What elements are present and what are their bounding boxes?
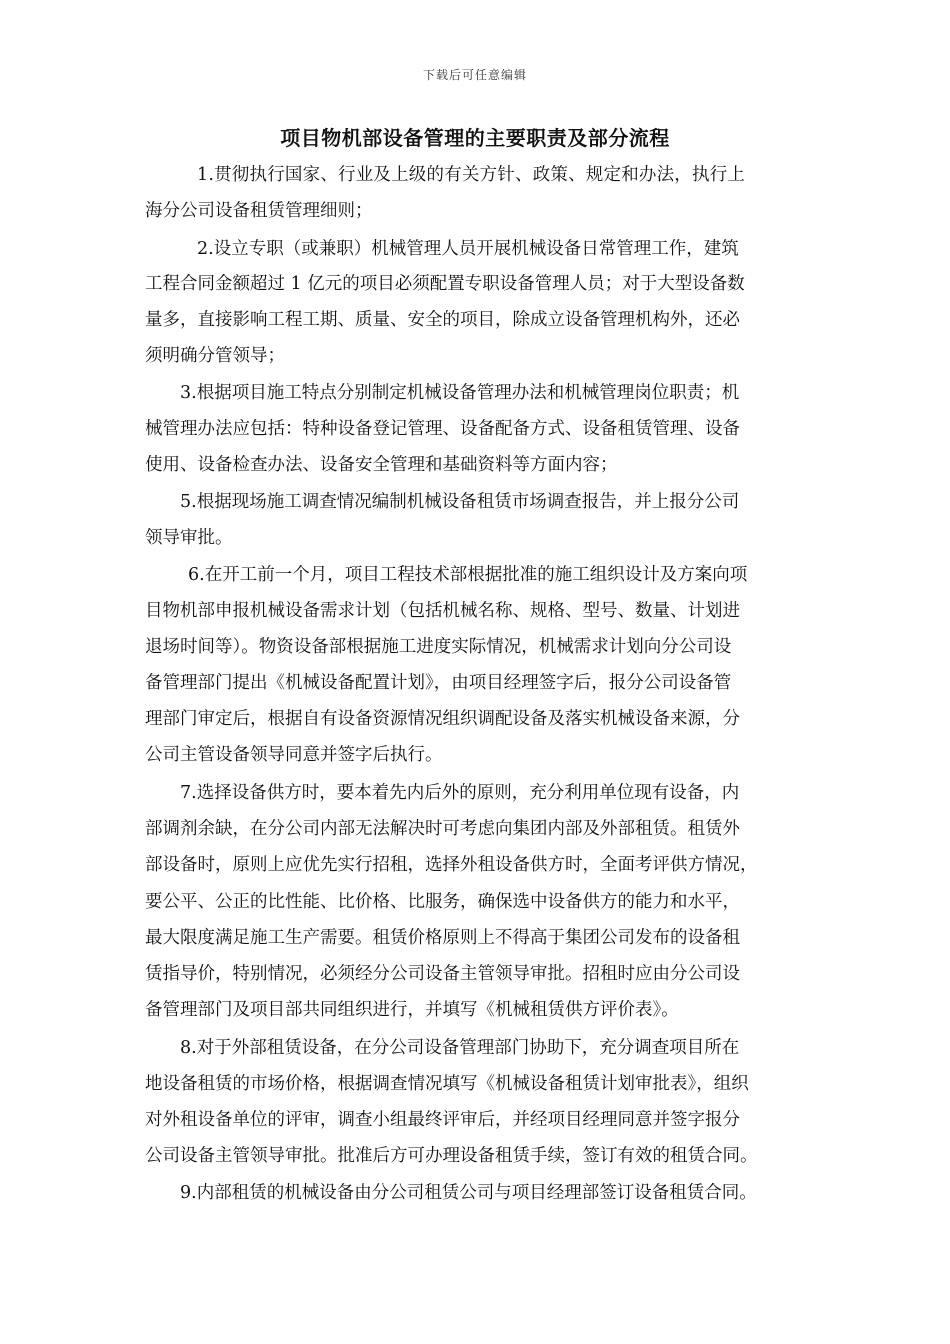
paragraph-line: 海分公司设备租赁管理细则； xyxy=(145,201,373,221)
paragraph-line: 1.贯彻执行国家、行业及上级的有关方针、政策、规定和办法，执行上 xyxy=(197,165,746,185)
paragraph-line: 备管理部门及项目部共同组织进行，并填写《机械租赁供方评价表》。 xyxy=(145,1000,679,1020)
paragraph-line: 3.根据项目施工特点分别制定机械设备管理办法和机械管理岗位职责；机 xyxy=(180,383,740,403)
paragraph-line: 须明确分管领导； xyxy=(145,346,285,366)
paragraph-line: 2.设立专职（或兼职）机械管理人员开展机械设备日常管理工作，建筑 xyxy=(197,239,739,259)
paragraph-line: 械管理办法应包括：特种设备登记管理、设备配备方式、设备租赁管理、设备 xyxy=(145,419,740,439)
paragraph-line: 8.对于外部租赁设备，在分公司设备管理部门协助下，充分调查项目所在 xyxy=(180,1038,740,1058)
paragraph-line: 量多，直接影响工程工期、质量、安全的项目，除成立设备管理机构外，还必 xyxy=(145,310,740,330)
document-title: 项目物机部设备管理的主要职责及部分流程 xyxy=(280,126,670,150)
paragraph-line: 理部门审定后，根据自有设备资源情况组织调配设备及落实机械设备来源，分 xyxy=(145,709,740,729)
paragraph-line: 退场时间等）。物资设备部根据施工进度实际情况，机械需求计划向分公司设 xyxy=(145,637,732,657)
paragraph-line: 公司设备主管领导审批。批准后方可办理设备租赁手续，签订有效的租赁合同。 xyxy=(145,1146,758,1166)
paragraph-line: 工程合同金额超过 1 亿元的项目必须配置专职设备管理人员；对于大型设备数 xyxy=(145,274,745,294)
paragraph-line: 赁指导价，特别情况，必须经分公司设备主管领导审批。招租时应由分公司设 xyxy=(145,964,740,984)
paragraph-line: 9.内部租赁的机械设备由分公司租赁公司与项目经理部签订设备租赁合同。 xyxy=(180,1183,757,1203)
paragraph-line: 目物机部申报机械设备需求计划（包括机械名称、规格、型号、数量、计划进 xyxy=(145,601,740,621)
paragraph-line: 公司主管设备领导同意并签字后执行。 xyxy=(145,745,443,765)
paragraph-line: 部设备时，原则上应优先实行招租，选择外租设备供方时，全面考评供方情况， xyxy=(145,855,758,875)
paragraph-line: 6.在开工前一个月，项目工程技术部根据批准的施工组织设计及方案向项 xyxy=(188,565,748,585)
paragraph-line: 领导审批。 xyxy=(145,528,233,548)
paragraph-line: 最大限度满足施工生产需要。租赁价格原则上不得高于集团公司发布的设备租 xyxy=(145,928,740,948)
paragraph-line: 使用、设备检查办法、设备安全管理和基础资料等方面内容； xyxy=(145,455,618,475)
paragraph-line: 5.根据现场施工调查情况编制机械设备租赁市场调查报告，并上报分公司 xyxy=(180,492,740,512)
paragraph-line: 部调剂余缺，在分公司内部无法解决时可考虑向集团内部及外部租赁。租赁外 xyxy=(145,819,740,839)
header-note: 下载后可任意编辑 xyxy=(422,68,527,82)
paragraph-line: 备管理部门提出《机械设备配置计划》，由项目经理签字后，报分公司设备管 xyxy=(145,673,732,693)
paragraph-line: 要公平、公正的比性能、比价格、比服务，确保选中设备供方的能力和水平， xyxy=(145,892,740,912)
paragraph-line: 地设备租赁的市场价格，根据调查情况填写《机械设备租赁计划审批表》，组织 xyxy=(145,1074,749,1094)
paragraph-line: 对外租设备单位的评审，调查小组最终评审后，并经项目经理同意并签字报分 xyxy=(145,1110,740,1130)
paragraph-line: 7.选择设备供方时，要本着先内后外的原则，充分利用单位现有设备，内 xyxy=(180,783,740,803)
